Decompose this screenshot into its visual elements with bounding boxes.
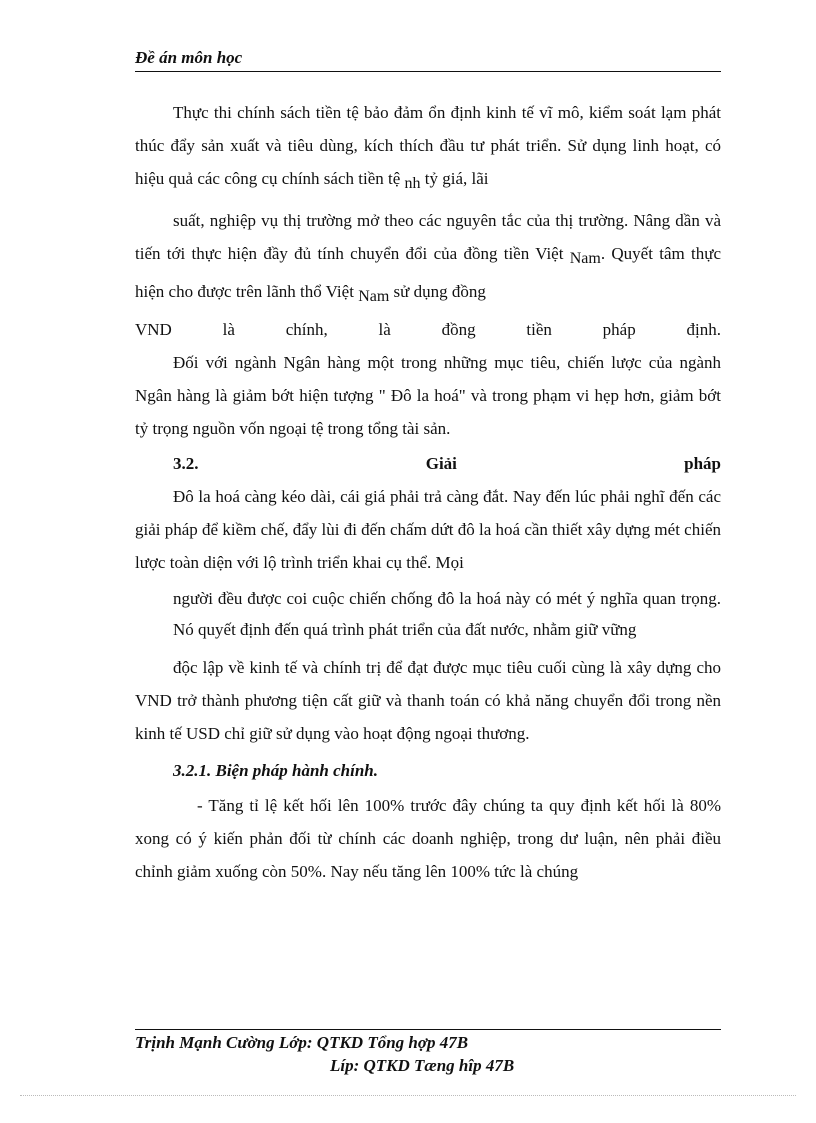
text-segment: Thực thi chính sách tiền tệ bảo đảm ổn định kinh tế vĩ mô, kiểm soát lạm phát thúc đẩy sản xuất và tiêu dùng, kích thích đầu tư phát triển. Sử dụng linh hoạt, có hiệu quả các công cụ chính sách tiền tệ [135,103,721,188]
paragraph-interest-rate [135,204,721,313]
section-word-2: pháp [684,454,721,473]
section-heading [135,447,721,480]
text-subscript: Nam [569,250,601,267]
document-header-title: Đề án môn học [135,48,243,67]
text-subscript: nh [404,175,421,192]
paragraph-banking-goals: Đối với ngành Ngân hàng một trong những mục tiêu, chiến lược của ngành Ngân hàng là giảm bớt hiện tượng " Đô la hoá" và trong phạm vi hẹp hơn, giảm bớt tỷ trọng nguồn vốn ngoại tệ trong tổng tài sản. [135,353,721,438]
subsection-heading: 3.2.1. Biện pháp hành chính. [173,761,379,780]
text-segment: sử dụng đồng [389,282,486,301]
paragraph-dollarization: Đô la hoá càng kéo dài, cái giá phải trả càng đắt. Nay đến lúc phải nghĩ đến các giải pháp để kiềm chế, đẩy lùi đi đến chấm dứt đô la hoá cần thiết xây dựng mét chiến lược toàn diện với lộ trình triển khai cụ thể. Mọi [135,487,721,572]
text-segment: . Quyết tâm thực hiện cho được trên lãnh thổ Việt [135,244,721,301]
footer-class-line: Líp: QTKD Tæng hîp 47B [330,1056,515,1075]
section-number: 3.2. [173,454,199,473]
footer-rule [135,1029,721,1030]
text-subscript: Nam [358,288,390,305]
paragraph-campaign: người đều được coi cuộc chiến chống đô la hoá này có mét ý nghĩa quan trọng. Nó quyết định đến quá trình phát triển của đất nước, nhằm giữ vững [173,589,721,639]
text-segment: tỷ giá, lãi [420,169,489,188]
document-body [135,96,721,888]
section-word-1: Giải [425,454,457,473]
footer-author-line: Trịnh Mạnh Cường Lớp: QTKD Tổng hợp 47B [135,1033,469,1052]
paragraph-independence: độc lập về kinh tế và chính trị để đạt được mục tiêu cuối cùng là xây dựng cho VND trở thành phương tiện cất giữ và thanh toán có khả năng chuyển đổi trong nền kinh tế USD chỉ giữ sử dụng vào hoạt động ngoại thương. [135,658,721,743]
paragraph-surrender-ratio: - Tăng tỉ lệ kết hối lên 100% trước đây chúng ta quy định kết hối là 80% xong có ý kiến phản đối từ chính các doanh nghiệp, trong dư luận, nên phải điều chỉnh giảm xuống còn 50%. Nay nếu tăng lên 100% tức là chúng [135,796,721,881]
header-rule [135,71,721,72]
page-boundary-dotted-line [20,1095,796,1096]
text-segment: suất, nghiệp vụ thị trường mở theo các nguyên tắc của thị trường. Nâng dần và tiến tới thực hiện đầy đủ tính chuyển đổi của đồng tiền Việt [135,211,721,263]
paragraph-vnd-line: VND là chính, là đồng tiền pháp định. [135,320,721,339]
paragraph-monetary-policy [135,96,721,200]
